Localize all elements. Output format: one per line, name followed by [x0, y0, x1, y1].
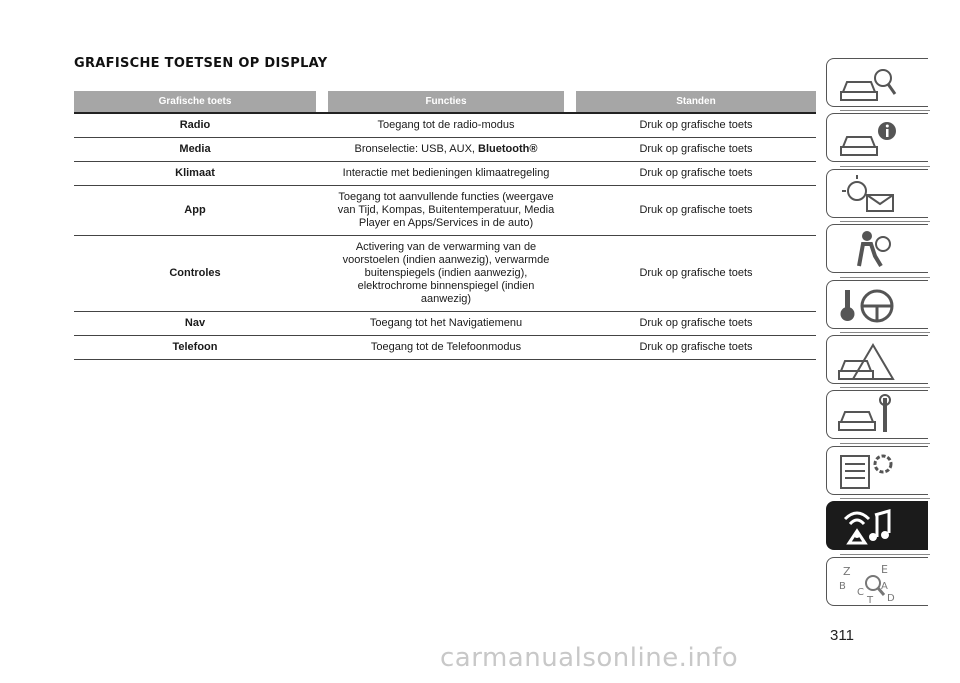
row-key: App [74, 186, 316, 236]
function-line: elektrochrome binnenspiegel (indien aanwezig) [357, 280, 535, 305]
tab-separator [840, 498, 930, 499]
svg-text:B: B [839, 580, 846, 592]
function-line: van Tijd, Kompas, Buitentemperatuur, Media [337, 204, 555, 216]
function-line: Toegang tot het Navigatiemenu [369, 317, 523, 329]
row-key: Telefoon [74, 336, 316, 360]
column-header-key: Grafische toets [74, 91, 316, 113]
function-line: Activering van de verwarming van de [355, 241, 537, 253]
row-state: Druk op grafische toets [576, 186, 816, 236]
chapter-tab[interactable] [826, 224, 928, 273]
row-function [328, 138, 564, 162]
tab-separator [840, 277, 930, 278]
chapter-tab[interactable] [826, 501, 928, 550]
svg-text:A: A [881, 580, 888, 592]
table-row [74, 186, 816, 236]
svg-text:C: C [857, 586, 864, 598]
row-function [328, 162, 564, 186]
chapter-tab[interactable] [826, 58, 928, 107]
function-line: Player en Apps/Services in de auto) [358, 217, 534, 229]
function-line: Toegang tot de radio-modus [377, 119, 515, 131]
table-row [74, 138, 816, 162]
row-state: Druk op grafische toets [576, 113, 816, 138]
table-body [74, 113, 816, 360]
row-function [328, 236, 564, 312]
row-state: Druk op grafische toets [576, 138, 816, 162]
row-function [328, 113, 564, 138]
row-function [328, 312, 564, 336]
chapter-tab[interactable] [826, 113, 928, 162]
function-line: Toegang tot de Telefoonmodus [370, 341, 522, 353]
tab-separator [840, 443, 930, 444]
tab-separator [840, 387, 930, 388]
row-state: Druk op grafische toets [576, 336, 816, 360]
watermark: carmanualsonline.info [440, 643, 739, 673]
svg-text:D: D [887, 592, 895, 603]
row-key: Klimaat [74, 162, 316, 186]
row-key: Radio [74, 113, 316, 138]
row-function [328, 336, 564, 360]
row-state: Druk op grafische toets [576, 162, 816, 186]
page-number: 311 [830, 627, 854, 644]
svg-text:E: E [881, 562, 888, 576]
table-row [74, 162, 816, 186]
page-title: GRAFISCHE TOETSEN OP DISPLAY [74, 56, 328, 71]
function-line: Bronselectie: USB, AUX, [354, 143, 475, 155]
function-line: buitenspiegels (indien aanwezig), [364, 267, 528, 279]
row-state: Druk op grafische toets [576, 312, 816, 336]
svg-text:T: T [867, 594, 874, 603]
chapter-tab[interactable] [826, 335, 928, 384]
function-line: Toegang tot aanvullende functies (weergave [338, 191, 554, 203]
table-header-row [74, 91, 816, 113]
tab-separator [840, 110, 930, 111]
tab-separator [840, 332, 930, 333]
table-row [74, 336, 816, 360]
tab-separator [840, 221, 930, 222]
row-state: Druk op grafische toets [576, 236, 816, 312]
function-bold-term: Bluetooth® [478, 143, 538, 155]
chapter-tab[interactable] [826, 390, 928, 439]
chapter-tab[interactable] [826, 557, 928, 606]
row-key: Nav [74, 312, 316, 336]
tab-separator [840, 166, 930, 167]
table-row [74, 113, 816, 138]
table-row [74, 312, 816, 336]
chapter-tab[interactable] [826, 446, 928, 495]
row-key: Controles [74, 236, 316, 312]
function-table [74, 91, 816, 360]
column-header-function: Functies [328, 91, 564, 113]
column-header-state: Standen [576, 91, 816, 113]
function-line: Interactie met bedieningen klimaatregeling [342, 167, 550, 179]
function-line: voorstoelen (indien aanwezig), verwarmde [342, 254, 550, 266]
chapter-tab[interactable] [826, 169, 928, 218]
row-function [328, 186, 564, 236]
tab-separator [840, 554, 930, 555]
row-key: Media [74, 138, 316, 162]
table-row [74, 236, 816, 312]
chapter-tab[interactable] [826, 280, 928, 329]
svg-text:Z: Z [843, 564, 851, 578]
